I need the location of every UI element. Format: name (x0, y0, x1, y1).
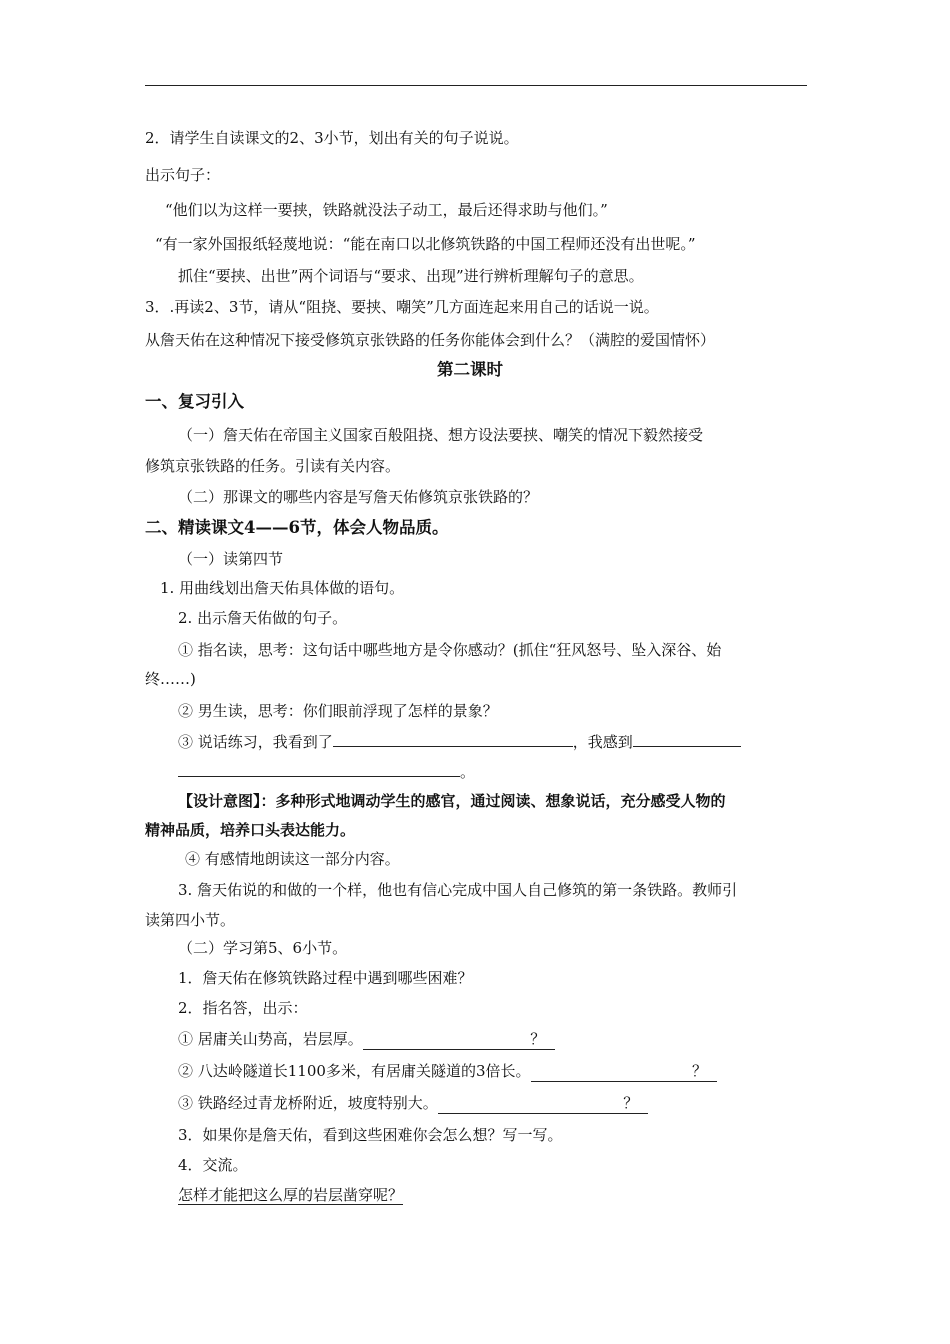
quote-line: “他们以为这样一要挟，铁路就没法子动工，最后还得求助与他们。” (165, 201, 608, 219)
question-mark: ？ (623, 1094, 639, 1112)
text-line: 抓住“要挟、出世”两个词语与“要求、出现”进行辨析理解句子的意思。 (178, 267, 644, 285)
section-title: 第二课时 (437, 360, 503, 379)
answer-blank (333, 732, 573, 747)
design-intent: 精神品质，培养口头表达能力。 (145, 821, 356, 839)
answer-blank (178, 762, 460, 777)
prompt-text: ③ 铁路经过青龙桥附近，坡度特别大。 (178, 1094, 438, 1112)
text-line: 2. 出示詹天佑做的句子。 (178, 609, 348, 627)
design-intent: 【设计意图】：多种形式地调动学生的感官，通过阅读、想象说话，充分感受人物的 (178, 792, 726, 810)
text-line: 出示句子： (145, 166, 221, 184)
header-rule (145, 85, 807, 86)
fill-in-line (178, 762, 475, 782)
question-mark: ？ (530, 1030, 546, 1048)
prompt-text: ③ 说话练习，我看到了 (178, 733, 333, 751)
answer-blank (633, 732, 741, 747)
text-line: （一）读第四节 (178, 550, 284, 568)
prompt-text: ① 居庸关山势高，岩层厚。 (178, 1030, 363, 1048)
answer-blank (363, 1029, 555, 1050)
text-line: 3. 詹天佑说的和做的一个样，他也有信心完成中国人自己修筑的第一条铁路。教师引 (178, 881, 738, 899)
text-line: 2．指名答，出示： (178, 999, 308, 1017)
fill-in-line (178, 1061, 717, 1082)
text-line: 终……) (145, 670, 196, 688)
fill-in-line (178, 1093, 648, 1114)
period: 。 (460, 763, 476, 781)
quote-line: “有一家外国报纸轻蔑地说：“能在南口以北修筑铁路的中国工程师还没有出世呢。” (155, 235, 696, 253)
text-line: 4．交流。 (178, 1156, 248, 1174)
answer-blank (438, 1093, 648, 1114)
text-line: 2．请学生自读课文的2、3小节，划出有关的句子说说。 (145, 129, 519, 147)
answer-blank (531, 1061, 717, 1082)
text-line: （二）那课文的哪些内容是写詹天佑修筑京张铁路的？ (178, 488, 539, 506)
text-line: ④ 有感情地朗读这一部分内容。 (185, 850, 400, 868)
text-line: 3．.再读2、3节，请从“阻挠、要挟、嘲笑”几方面连起来用自己的话说一说。 (145, 298, 659, 316)
text-line: （二）学习第5、6小节。 (178, 939, 348, 957)
heading: 一、复习引入 (145, 392, 244, 411)
text-line: ① 指名读，思考：这句话中哪些地方是令你感动？(抓住“狂风怒号、坠入深谷、始 (178, 641, 722, 659)
text-line: （一）詹天佑在帝国主义国家百般阻挠、想方设法要挟、嘲笑的情况下毅然接受 (178, 426, 704, 444)
text-line: 3．如果你是詹天佑，看到这些困难你会怎么想？写一写。 (178, 1126, 563, 1144)
text-line: 1．詹天佑在修筑铁路过程中遇到哪些困难？ (178, 969, 473, 987)
fill-in-line (178, 732, 741, 752)
underlined-question: 怎样才能把这么厚的岩层凿穿呢？ (178, 1186, 404, 1204)
question-mark: ？ (691, 1062, 707, 1080)
fill-in-line (178, 1029, 555, 1050)
prompt-text: ，我感到 (572, 733, 633, 751)
text-line: 1. 用曲线划出詹天佑具体做的语句。 (160, 579, 405, 597)
text-line: 从詹天佑在这种情况下接受修筑京张铁路的任务你能体会到什么？（满腔的爱国情怀） (145, 331, 716, 349)
prompt-text: ② 八达岭隧道长1100多米，有居庸关隧道的3倍长。 (178, 1062, 531, 1080)
text-line: 修筑京张铁路的任务。引读有关内容。 (145, 457, 401, 475)
text-line: ② 男生读，思考：你们眼前浮现了怎样的景象？ (178, 702, 498, 720)
underlined-line (178, 1185, 403, 1205)
text-line: 读第四小节。 (145, 911, 236, 929)
heading: 二、精读课文4——6节，体会人物品质。 (145, 518, 449, 537)
